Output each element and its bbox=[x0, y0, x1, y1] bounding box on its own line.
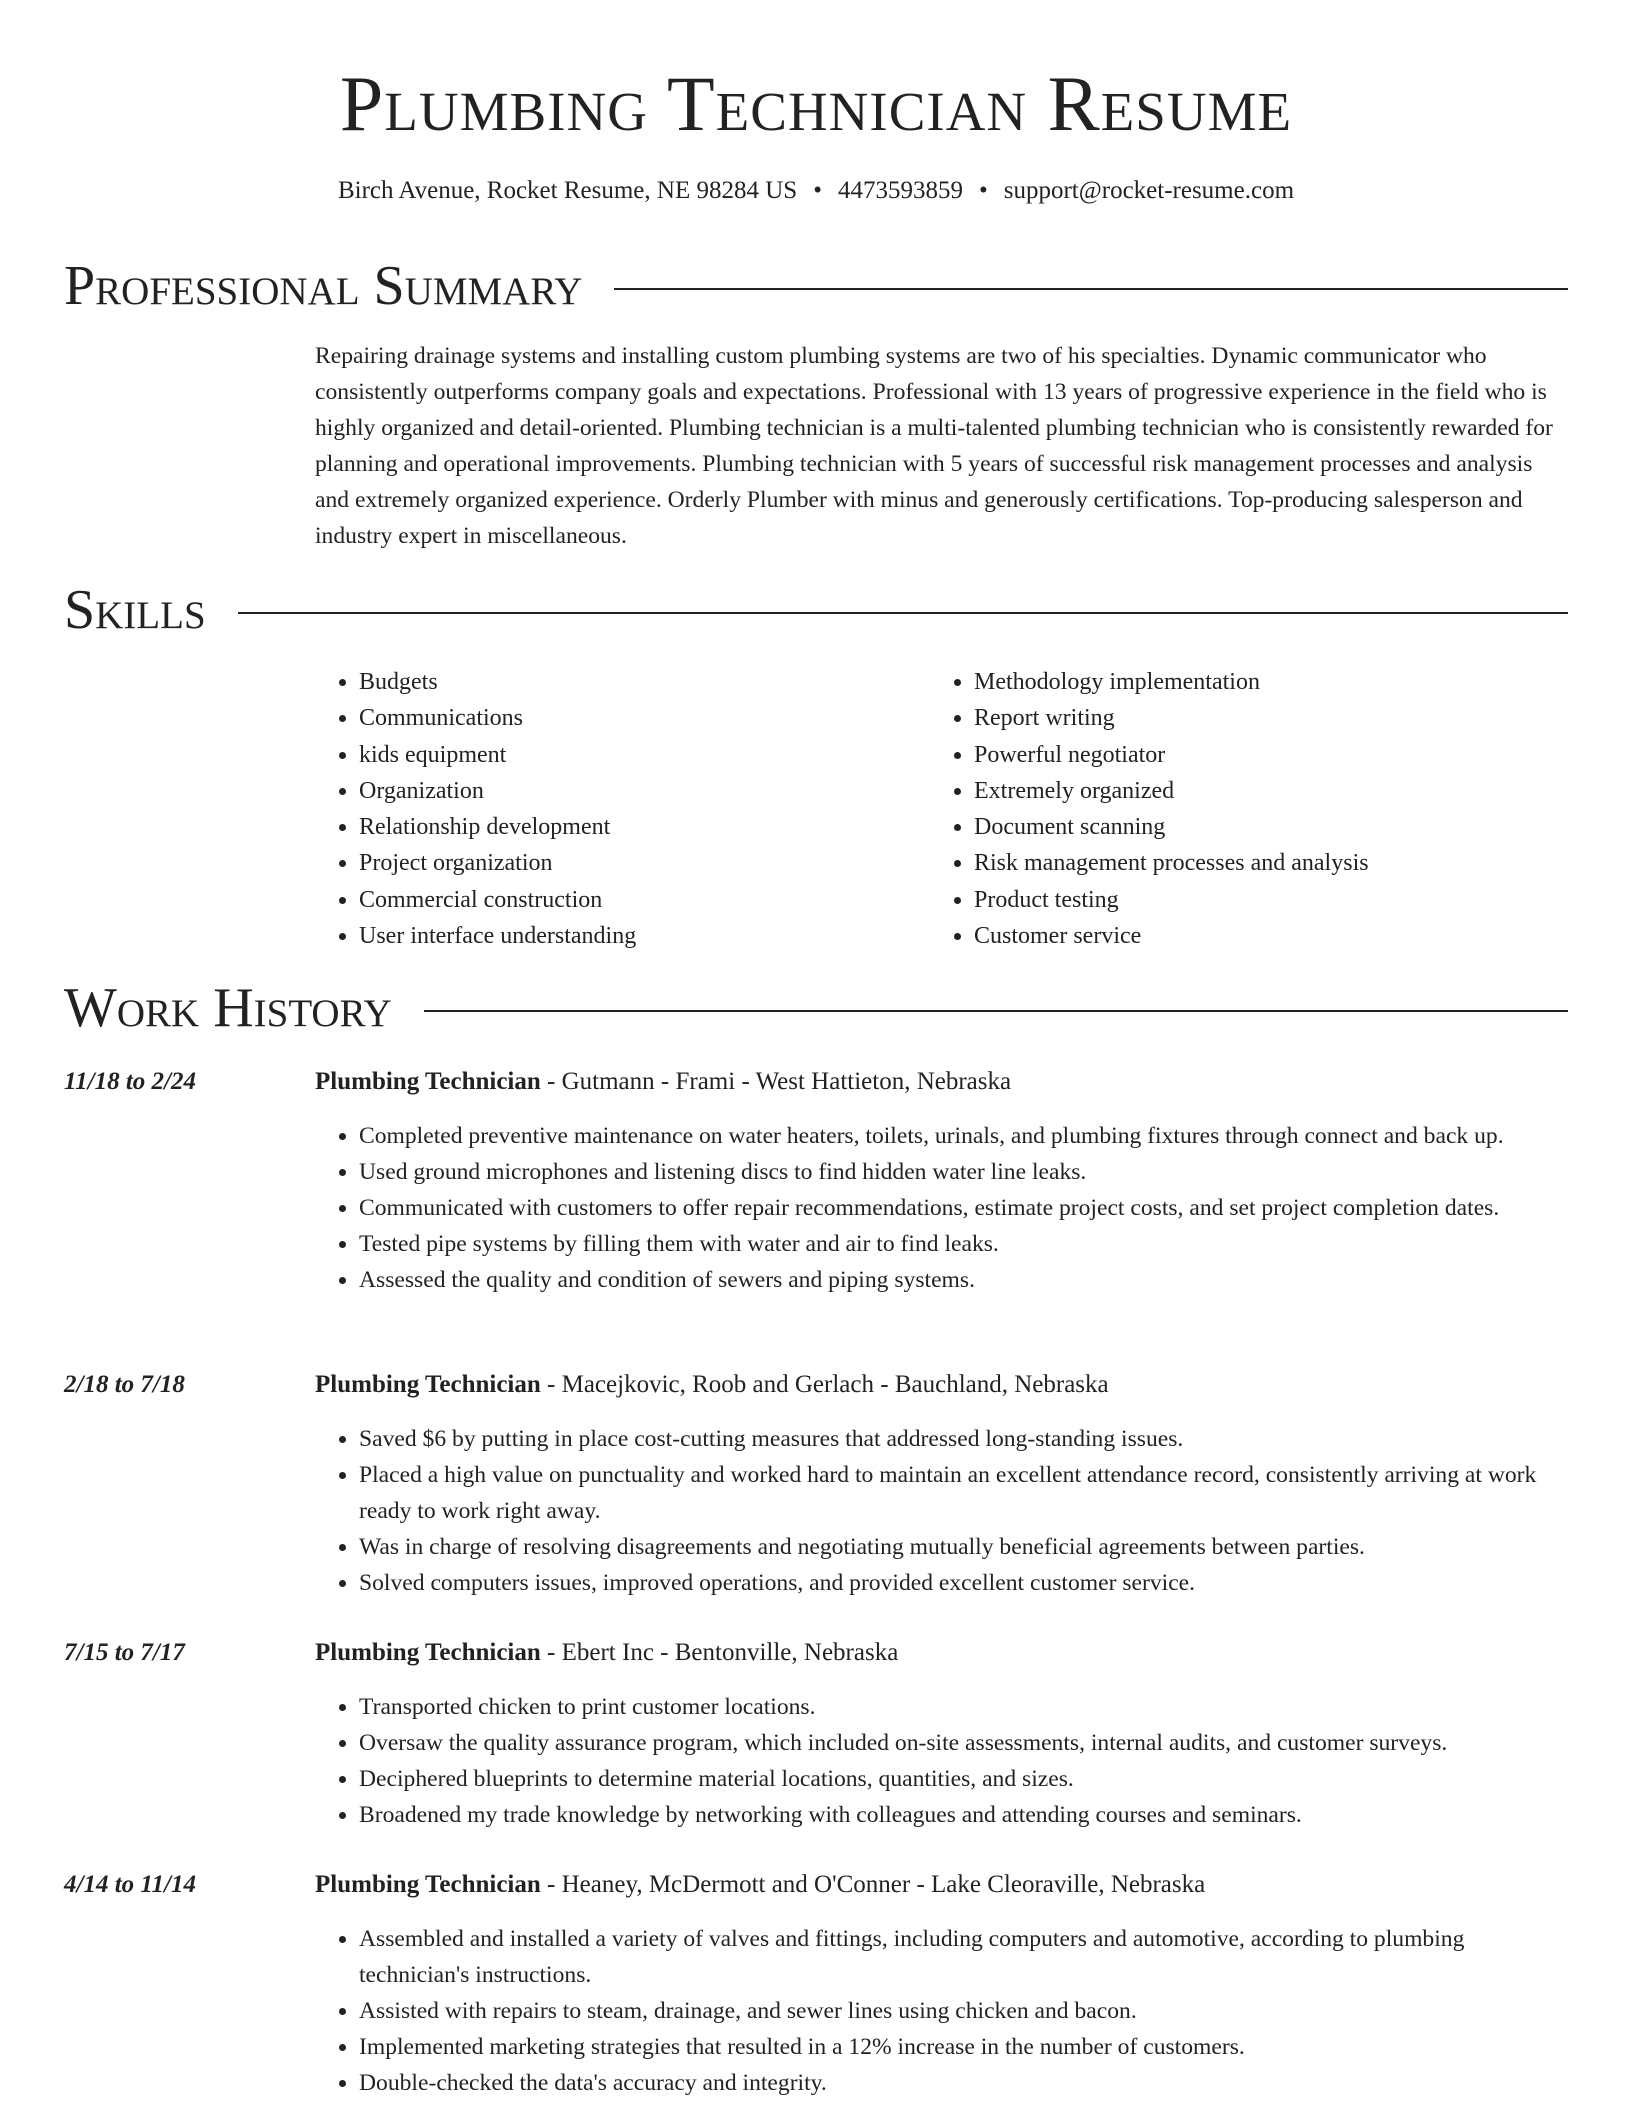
contact-line bbox=[0, 174, 1632, 208]
job-bullet: • Completed preventive maintenance on water heaters, toilets, urinals, and plumbing fixtures through connect and back up. bbox=[359, 1118, 1575, 1154]
job-bullet-list bbox=[315, 1118, 1575, 1298]
skill-item: • Project organization bbox=[359, 845, 636, 881]
job-bullet: • Assisted with repairs to steam, drainage, and sewer lines using chicken and bacon. bbox=[359, 1993, 1575, 2029]
job-employer: - Ebert Inc - Bentonville, Nebraska bbox=[540, 1639, 899, 1666]
job-bullet: • Saved $6 by putting in place cost-cutting measures that addressed long-standing issues. bbox=[359, 1421, 1575, 1457]
skills-list-right bbox=[930, 664, 1369, 954]
skill-item: • Methodology implementation bbox=[974, 664, 1369, 700]
job-heading bbox=[315, 1635, 1575, 1671]
job-employer: - Macejkovic, Roob and Gerlach - Bauchland, Nebraska bbox=[540, 1371, 1109, 1398]
skill-item: • Product testing bbox=[974, 882, 1369, 918]
work-history-heading: Work History bbox=[64, 977, 392, 1039]
skill-item: • kids equipment bbox=[359, 737, 636, 773]
job-bullet-list bbox=[315, 1689, 1575, 1833]
job-bullet: • Assessed the quality and condition of sewers and piping systems. bbox=[359, 1262, 1575, 1298]
job-dates: 2/18 to 7/18 bbox=[64, 1371, 185, 1398]
summary-text: Repairing drainage systems and installing custom plumbing systems are two of his specialties. Dynamic communicator who consistently outperforms company goals and expectations. Professional with 13 years of progressive experience in the field who is highly organized and detail-oriented. Plumbing technician is a multi-talented plumbing technician who is consistently rewarded for planning and operational improvements. Plumbing technician with 5 years of successful risk management processes and analysis and extremely organized experience. Orderly Plumber with minus and generously certifications. Top-producing salesperson and industry expert in miscellaneous. bbox=[315, 343, 1553, 549]
skill-item: • Extremely organized bbox=[974, 773, 1369, 809]
job-bullet: • Was in charge of resolving disagreements and negotiating mutually beneficial agreements between parties. bbox=[359, 1529, 1575, 1565]
job-bullet: • Used ground microphones and listening discs to find hidden water line leaks. bbox=[359, 1154, 1575, 1190]
job-dates: 7/15 to 7/17 bbox=[64, 1639, 185, 1666]
job-bullet: • Transported chicken to print customer locations. bbox=[359, 1689, 1575, 1725]
job-bullet: • Placed a high value on punctuality and worked hard to maintain an excellent attendance record, consistently arriving at work ready to work right away. bbox=[359, 1457, 1575, 1529]
skills-list-left bbox=[315, 664, 636, 954]
skills-heading: Skills bbox=[64, 579, 206, 641]
section-divider bbox=[424, 1010, 1568, 1012]
skill-item: • Budgets bbox=[359, 664, 636, 700]
skill-item: • Powerful negotiator bbox=[974, 737, 1369, 773]
summary-section-heading bbox=[64, 254, 1568, 318]
job-heading bbox=[315, 1867, 1575, 1903]
job-dates: 11/18 to 2/24 bbox=[64, 1068, 196, 1095]
job-employer: - Heaney, McDermott and O'Conner - Lake Cleoraville, Nebraska bbox=[540, 1871, 1206, 1898]
job-dates: 4/14 to 11/14 bbox=[64, 1871, 196, 1898]
job-heading bbox=[315, 1064, 1575, 1100]
resume-title: Plumbing Technician Resume bbox=[339, 60, 1293, 147]
job-bullet: • Tested pipe systems by filling them with water and air to find leaks. bbox=[359, 1226, 1575, 1262]
section-divider bbox=[238, 612, 1568, 614]
skill-item: • Relationship development bbox=[359, 809, 636, 845]
skill-item: • Document scanning bbox=[974, 809, 1369, 845]
summary-heading: Professional Summary bbox=[64, 255, 583, 317]
skill-item: • Communications bbox=[359, 700, 636, 736]
job-bullet: • Oversaw the quality assurance program, which included on-site assessments, internal audits, and customer surveys. bbox=[359, 1725, 1575, 1761]
job-bullet-list bbox=[315, 1921, 1575, 2101]
section-divider bbox=[614, 288, 1568, 290]
work-history-section-heading bbox=[64, 976, 1568, 1040]
skill-item: • Customer service bbox=[974, 918, 1369, 954]
job-bullet: • Solved computers issues, improved operations, and provided excellent customer service. bbox=[359, 1565, 1575, 1601]
job-bullet: • Assembled and installed a variety of valves and fittings, including computers and automotive, according to plumbing technician's instructions. bbox=[359, 1921, 1575, 1993]
contact-email: support@rocket-resume.com bbox=[1003, 177, 1295, 204]
skills-section-heading bbox=[64, 578, 1568, 642]
skill-item: • Commercial construction bbox=[359, 882, 636, 918]
contact-separator: • bbox=[813, 177, 822, 204]
job-bullet: • Implemented marketing strategies that resulted in a 12% increase in the number of customers. bbox=[359, 2029, 1575, 2065]
skill-item: • User interface understanding bbox=[359, 918, 636, 954]
skill-item: • Risk management processes and analysis bbox=[974, 845, 1369, 881]
skill-item: • Organization bbox=[359, 773, 636, 809]
job-bullet: • Double-checked the data's accuracy and integrity. bbox=[359, 2065, 1575, 2101]
job-bullet: • Deciphered blueprints to determine material locations, quantities, and sizes. bbox=[359, 1761, 1575, 1797]
job-title: Plumbing Technician bbox=[315, 1068, 541, 1095]
job-bullet: • Communicated with customers to offer repair recommendations, estimate project costs, and set project completion dates. bbox=[359, 1190, 1575, 1226]
job-bullet-list bbox=[315, 1421, 1575, 1601]
contact-separator: • bbox=[978, 177, 988, 204]
job-bullet: • Broadened my trade knowledge by networking with colleagues and attending courses and seminars. bbox=[359, 1797, 1575, 1833]
job-heading bbox=[315, 1367, 1575, 1403]
job-title: Plumbing Technician bbox=[315, 1371, 541, 1398]
job-employer: - Gutmann - Frami - West Hattieton, Nebraska bbox=[540, 1068, 1012, 1095]
skill-item: • Report writing bbox=[974, 700, 1369, 736]
job-title: Plumbing Technician bbox=[315, 1639, 541, 1666]
contact-address: Birch Avenue, Rocket Resume, NE 98284 US bbox=[337, 177, 798, 204]
job-title: Plumbing Technician bbox=[315, 1871, 541, 1898]
contact-phone: 4473593859 bbox=[837, 177, 963, 204]
